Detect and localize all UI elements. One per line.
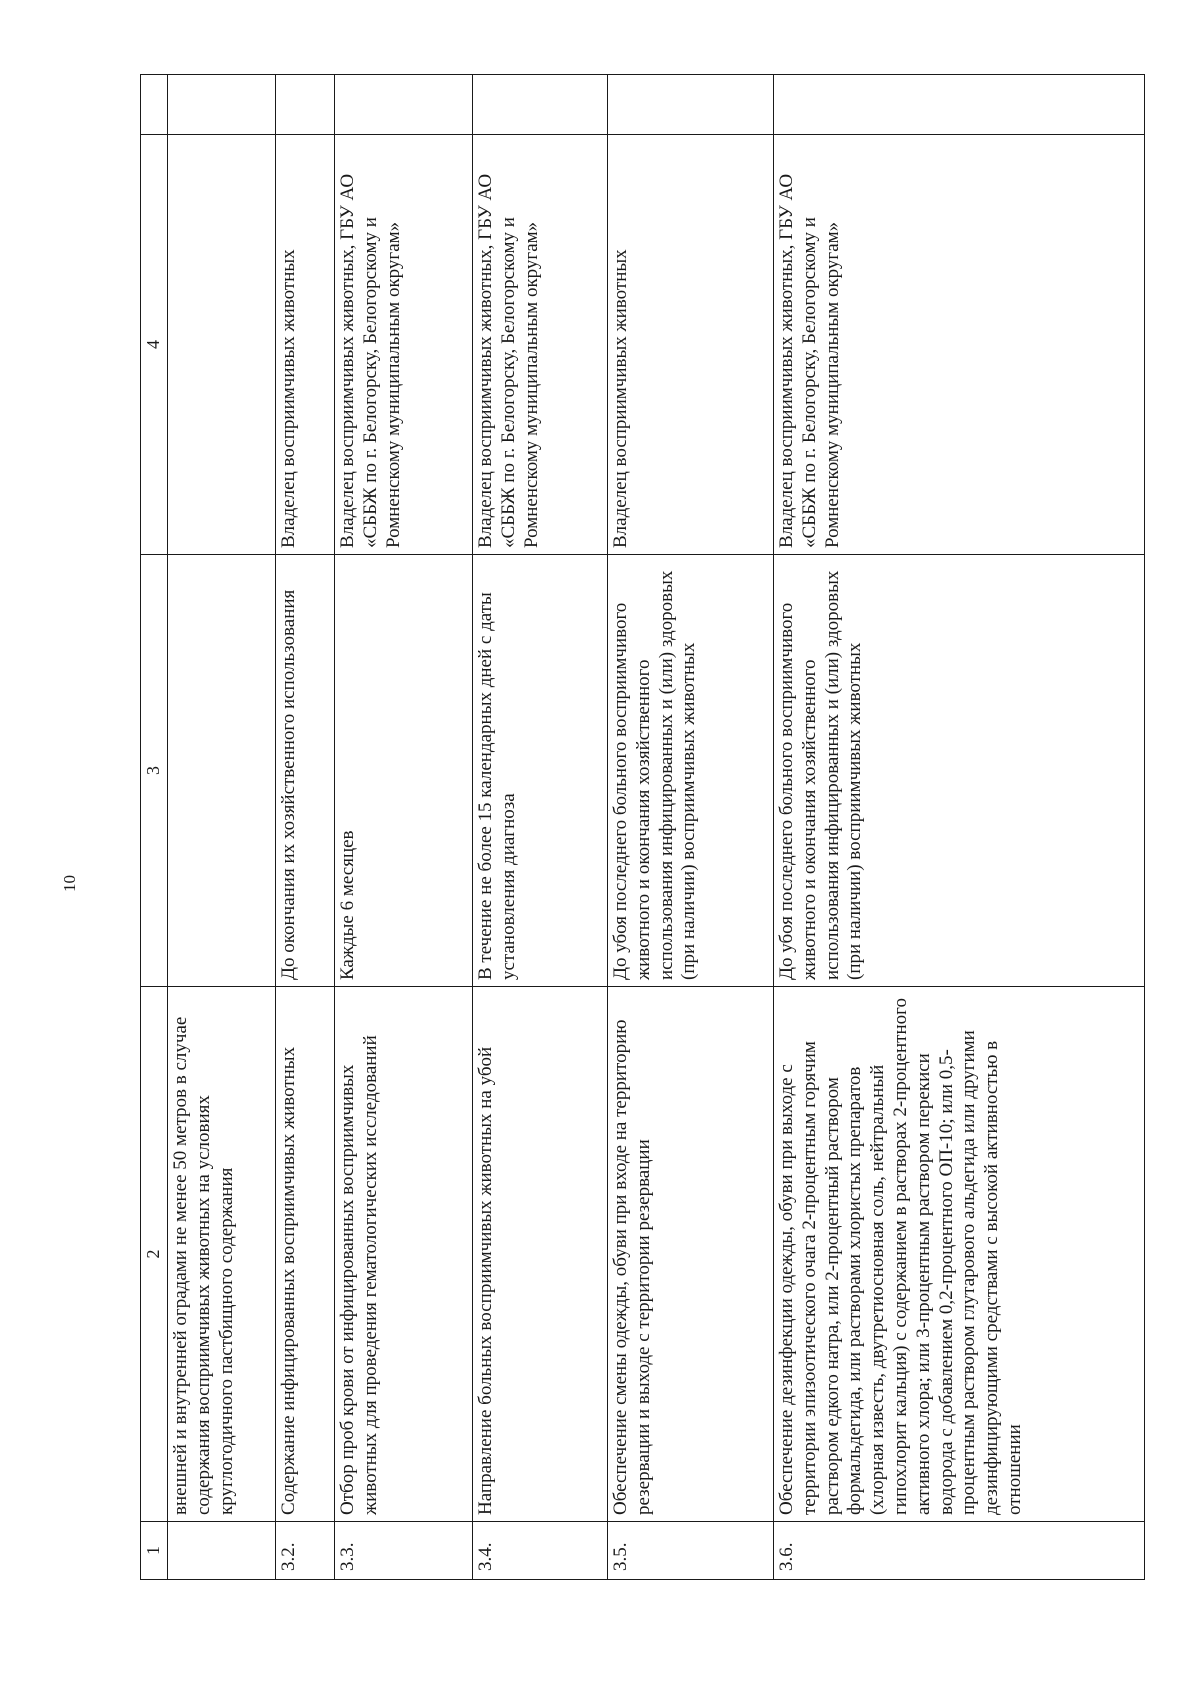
header-col-1: 1 [141,1522,168,1580]
responsible-cell: Владелец восприимчивых животных, ГБУ АО «СББЖ по г. Белогорску, Белогорскому и Ромненскому муниципальным округам» [774,135,1145,555]
empty-cell [774,75,1145,135]
term-cell: До убоя последнего больного восприимчивого животного и окончания хозяйственного использования инфицированных и (или) здоровых (при наличии) восприимчивых животных [774,555,1145,987]
responsible-cell: Владелец восприимчивых животных [608,135,774,555]
empty-cell [168,75,276,135]
row-number: 3.4. [473,1522,608,1580]
measures-table-container [140,75,1145,1580]
table-row [774,75,1145,1580]
empty-cell [608,75,774,135]
measure-cell: внешней и внутренней оградами не менее 50 метров в случае содержания восприимчивых животных на условиях круглогодичного пастбищного содержания [168,987,276,1522]
row-number [168,1522,276,1580]
table-header-row [141,75,168,1580]
responsible-cell [168,135,276,555]
responsible-cell: Владелец восприимчивых животных, ГБУ АО «СББЖ по г. Белогорску, Белогорскому и Ромненскому муниципальным округам» [335,135,473,555]
term-cell: До окончания их хозяйственного использования [276,555,335,987]
measure-cell: Направление больных восприимчивых животных на убой [473,987,608,1522]
empty-cell [276,75,335,135]
table-row [335,75,473,1580]
term-cell: Каждые 6 месяцев [335,555,473,987]
header-col-4: 4 [141,135,168,555]
empty-cell [335,75,473,135]
page-number: 10 [60,875,79,892]
header-col-3: 3 [141,555,168,987]
measure-cell: Содержание инфицированных восприимчивых животных [276,987,335,1522]
row-number: 3.3. [335,1522,473,1580]
term-cell [168,555,276,987]
measures-table [140,74,1145,1580]
responsible-cell: Владелец восприимчивых животных [276,135,335,555]
term-cell: До убоя последнего больного восприимчивого животного и окончания хозяйственного использования инфицированных и (или) здоровых (при наличии) восприимчивых животных [608,555,774,987]
row-number: 3.6. [774,1522,1145,1580]
row-number: 3.5. [608,1522,774,1580]
row-number: 3.2. [276,1522,335,1580]
empty-cell [473,75,608,135]
measure-cell: Обеспечение дезинфекции одежды, обуви при выходе с территории эпизоотического очага 2-процентным горячим раствором едкого натра, или 2-процентный раствором формальдегида, или растворами хлористых препаратов (хлорная известь, двутретиосновная соль, нейтральный гипохлорит кальция) с содержанием в растворах 2-процентного активного хлора; или 3-процентным раствором перекиси водорода с добавлением 0,2-процентного ОП-10; или 0,5-процентным раствором глутарового альдегида или другими дезинфицирующими средствами с высокой активностью в отношении [774,987,1145,1522]
table-row [473,75,608,1580]
table-row [608,75,774,1580]
table-row [276,75,335,1580]
measure-cell: Обеспечение смены одежды, обуви при входе на территорию резервации и выходе с территории резервации [608,987,774,1522]
term-cell: В течение не более 15 календарных дней с даты установления диагноза [473,555,608,987]
header-col-5-empty [141,75,168,135]
header-col-2: 2 [141,987,168,1522]
responsible-cell: Владелец восприимчивых животных, ГБУ АО «СББЖ по г. Белогорску, Белогорскому и Ромненскому муниципальным округам» [473,135,608,555]
measure-cell: Отбор проб крови от инфицированных восприимчивых животных для проведения гематологических исследований [335,987,473,1522]
table-row [168,75,276,1580]
